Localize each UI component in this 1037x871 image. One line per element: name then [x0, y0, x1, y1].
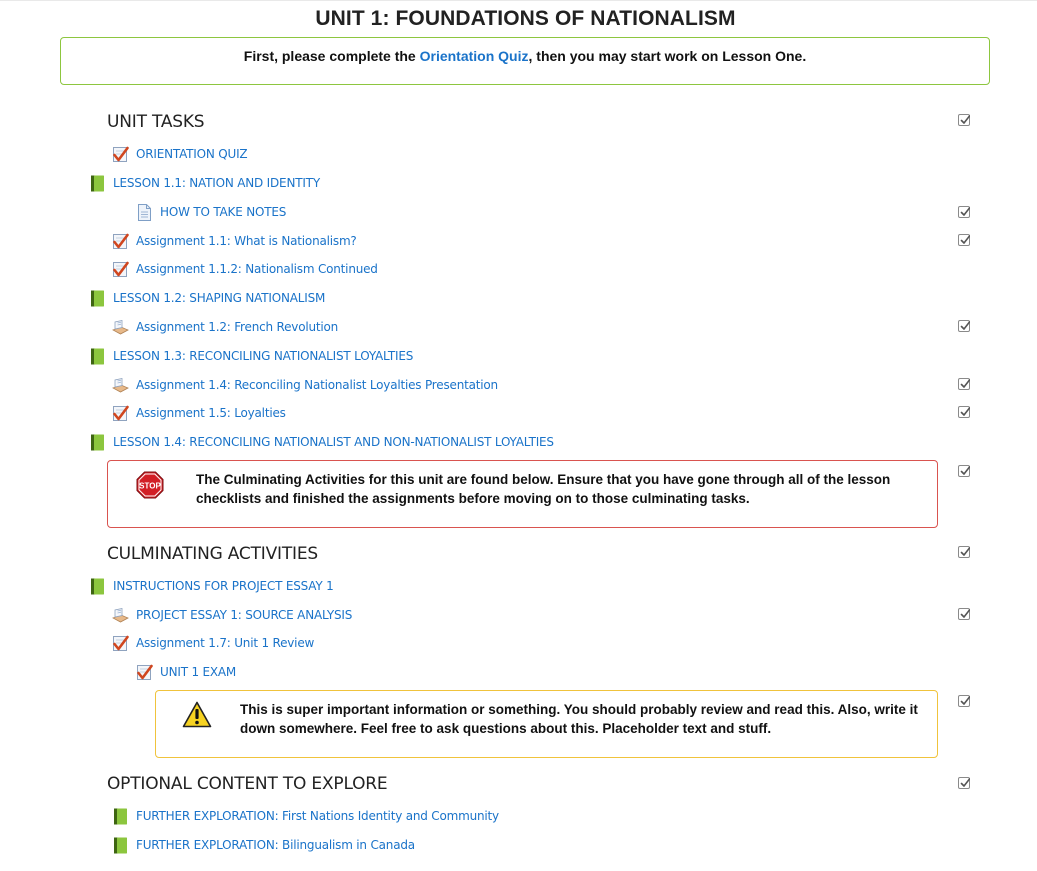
page-icon	[135, 203, 154, 222]
completion-checkbox[interactable]	[958, 114, 970, 126]
stop-alert	[107, 460, 938, 528]
warning-alert-text: This is super important information or something. You should probably review and read this. Also, write it down somewhere. Feel free to ask questions about this. Placeholder text and stuff.	[240, 702, 918, 736]
activity-label[interactable]: Assignment 1.7: Unit 1 Review	[136, 636, 315, 650]
book-icon	[88, 289, 107, 308]
book-icon	[111, 807, 130, 826]
activity-label[interactable]: Assignment 1.4: Reconciling Nationalist Loyalties Presentation	[136, 378, 498, 392]
activity-label[interactable]: LESSON 1.2: SHAPING NATIONALISM	[113, 291, 326, 305]
completion-checkbox[interactable]	[958, 777, 970, 789]
quiz-icon	[135, 663, 154, 682]
quiz-icon	[111, 145, 130, 164]
activity-project-essay[interactable]	[111, 604, 352, 626]
completion-checkbox[interactable]	[958, 320, 970, 332]
activity-label[interactable]: Assignment 1.1.2: Nationalism Continued	[136, 262, 378, 276]
completion-checkbox[interactable]	[958, 234, 970, 246]
activity-label[interactable]: INSTRUCTIONS FOR PROJECT ESSAY 1	[113, 579, 334, 593]
activity-label[interactable]: LESSON 1.1: NATION AND IDENTITY	[113, 176, 320, 190]
quiz-icon	[111, 260, 130, 279]
activity-assignment-1-1[interactable]	[111, 230, 357, 252]
activity-label[interactable]: HOW TO TAKE NOTES	[160, 205, 287, 219]
notice-after: , then you may start work on Lesson One.	[528, 48, 807, 64]
assignment-icon	[111, 318, 130, 337]
section-heading-unit-tasks: UNIT TASKS	[107, 112, 205, 132]
activity-assignment-1-7[interactable]	[111, 632, 314, 654]
activity-label[interactable]: FURTHER EXPLORATION: First Nations Identity and Community	[136, 809, 499, 823]
activity-further-bilingualism[interactable]	[111, 834, 415, 856]
quiz-icon	[111, 232, 130, 251]
completion-checkbox[interactable]	[958, 695, 970, 707]
book-icon	[111, 836, 130, 855]
section-heading-optional: OPTIONAL CONTENT TO EXPLORE	[107, 774, 388, 794]
orientation-quiz-link[interactable]: Orientation Quiz	[419, 48, 529, 64]
notice-text	[61, 48, 989, 64]
activity-label[interactable]: LESSON 1.4: RECONCILING NATIONALIST AND NON-NATIONALIST LOYALTIES	[113, 435, 554, 449]
activity-unit-exam[interactable]	[135, 661, 236, 683]
warning-icon	[182, 701, 212, 728]
activity-label[interactable]: LESSON 1.3: RECONCILING NATIONALIST LOYALTIES	[113, 349, 414, 363]
activity-label[interactable]: UNIT 1 EXAM	[160, 665, 237, 679]
completion-checkbox[interactable]	[958, 546, 970, 558]
activity-lesson-1-3[interactable]	[88, 345, 413, 367]
activity-label[interactable]: Assignment 1.2: French Revolution	[136, 320, 339, 334]
completion-checkbox[interactable]	[958, 206, 970, 218]
activity-label[interactable]: Assignment 1.1: What is Nationalism?	[136, 234, 357, 248]
book-icon	[88, 174, 107, 193]
orientation-notice	[60, 37, 990, 85]
activity-lesson-1-4[interactable]	[88, 431, 554, 453]
activity-lesson-1-1[interactable]	[88, 172, 320, 194]
activity-label[interactable]: FURTHER EXPLORATION: Bilingualism in Canada	[136, 838, 415, 852]
activity-assignment-1-1-2[interactable]	[111, 258, 378, 280]
completion-checkbox[interactable]	[958, 608, 970, 620]
stop-sign-icon	[136, 471, 164, 499]
page-title: UNIT 1: FOUNDATIONS OF NATIONALISM	[315, 7, 736, 30]
book-icon	[88, 577, 107, 596]
activity-assignment-1-4[interactable]	[111, 374, 498, 396]
stop-alert-text: The Culminating Activities for this unit are found below. Ensure that you have gone through all of the lesson checklists and finished the assignments before moving on to those culminating tasks.	[196, 472, 891, 506]
activity-label[interactable]: ORIENTATION QUIZ	[136, 147, 248, 161]
assignment-icon	[111, 606, 130, 625]
book-icon	[88, 347, 107, 366]
activity-label[interactable]: Assignment 1.5: Loyalties	[136, 406, 286, 420]
book-icon	[88, 433, 107, 452]
stop-sign-label: STOP	[139, 481, 161, 491]
activity-instructions-essay[interactable]	[88, 575, 334, 597]
quiz-icon	[111, 634, 130, 653]
activity-assignment-1-2[interactable]	[111, 316, 338, 338]
assignment-icon	[111, 376, 130, 395]
activity-orientation-quiz[interactable]	[111, 143, 247, 165]
completion-checkbox[interactable]	[958, 465, 970, 477]
activity-assignment-1-5[interactable]	[111, 402, 286, 424]
quiz-icon	[111, 404, 130, 423]
completion-checkbox[interactable]	[958, 406, 970, 418]
warning-alert	[155, 690, 938, 758]
top-divider	[0, 0, 1037, 1]
completion-checkbox[interactable]	[958, 378, 970, 390]
activity-label[interactable]: PROJECT ESSAY 1: SOURCE ANALYSIS	[136, 608, 353, 622]
activity-how-to-take-notes[interactable]	[135, 201, 286, 223]
section-heading-culminating: CULMINATING ACTIVITIES	[107, 544, 318, 564]
activity-further-first-nations[interactable]	[111, 805, 499, 827]
activity-lesson-1-2[interactable]	[88, 287, 325, 309]
notice-before: First, please complete the	[243, 48, 420, 64]
